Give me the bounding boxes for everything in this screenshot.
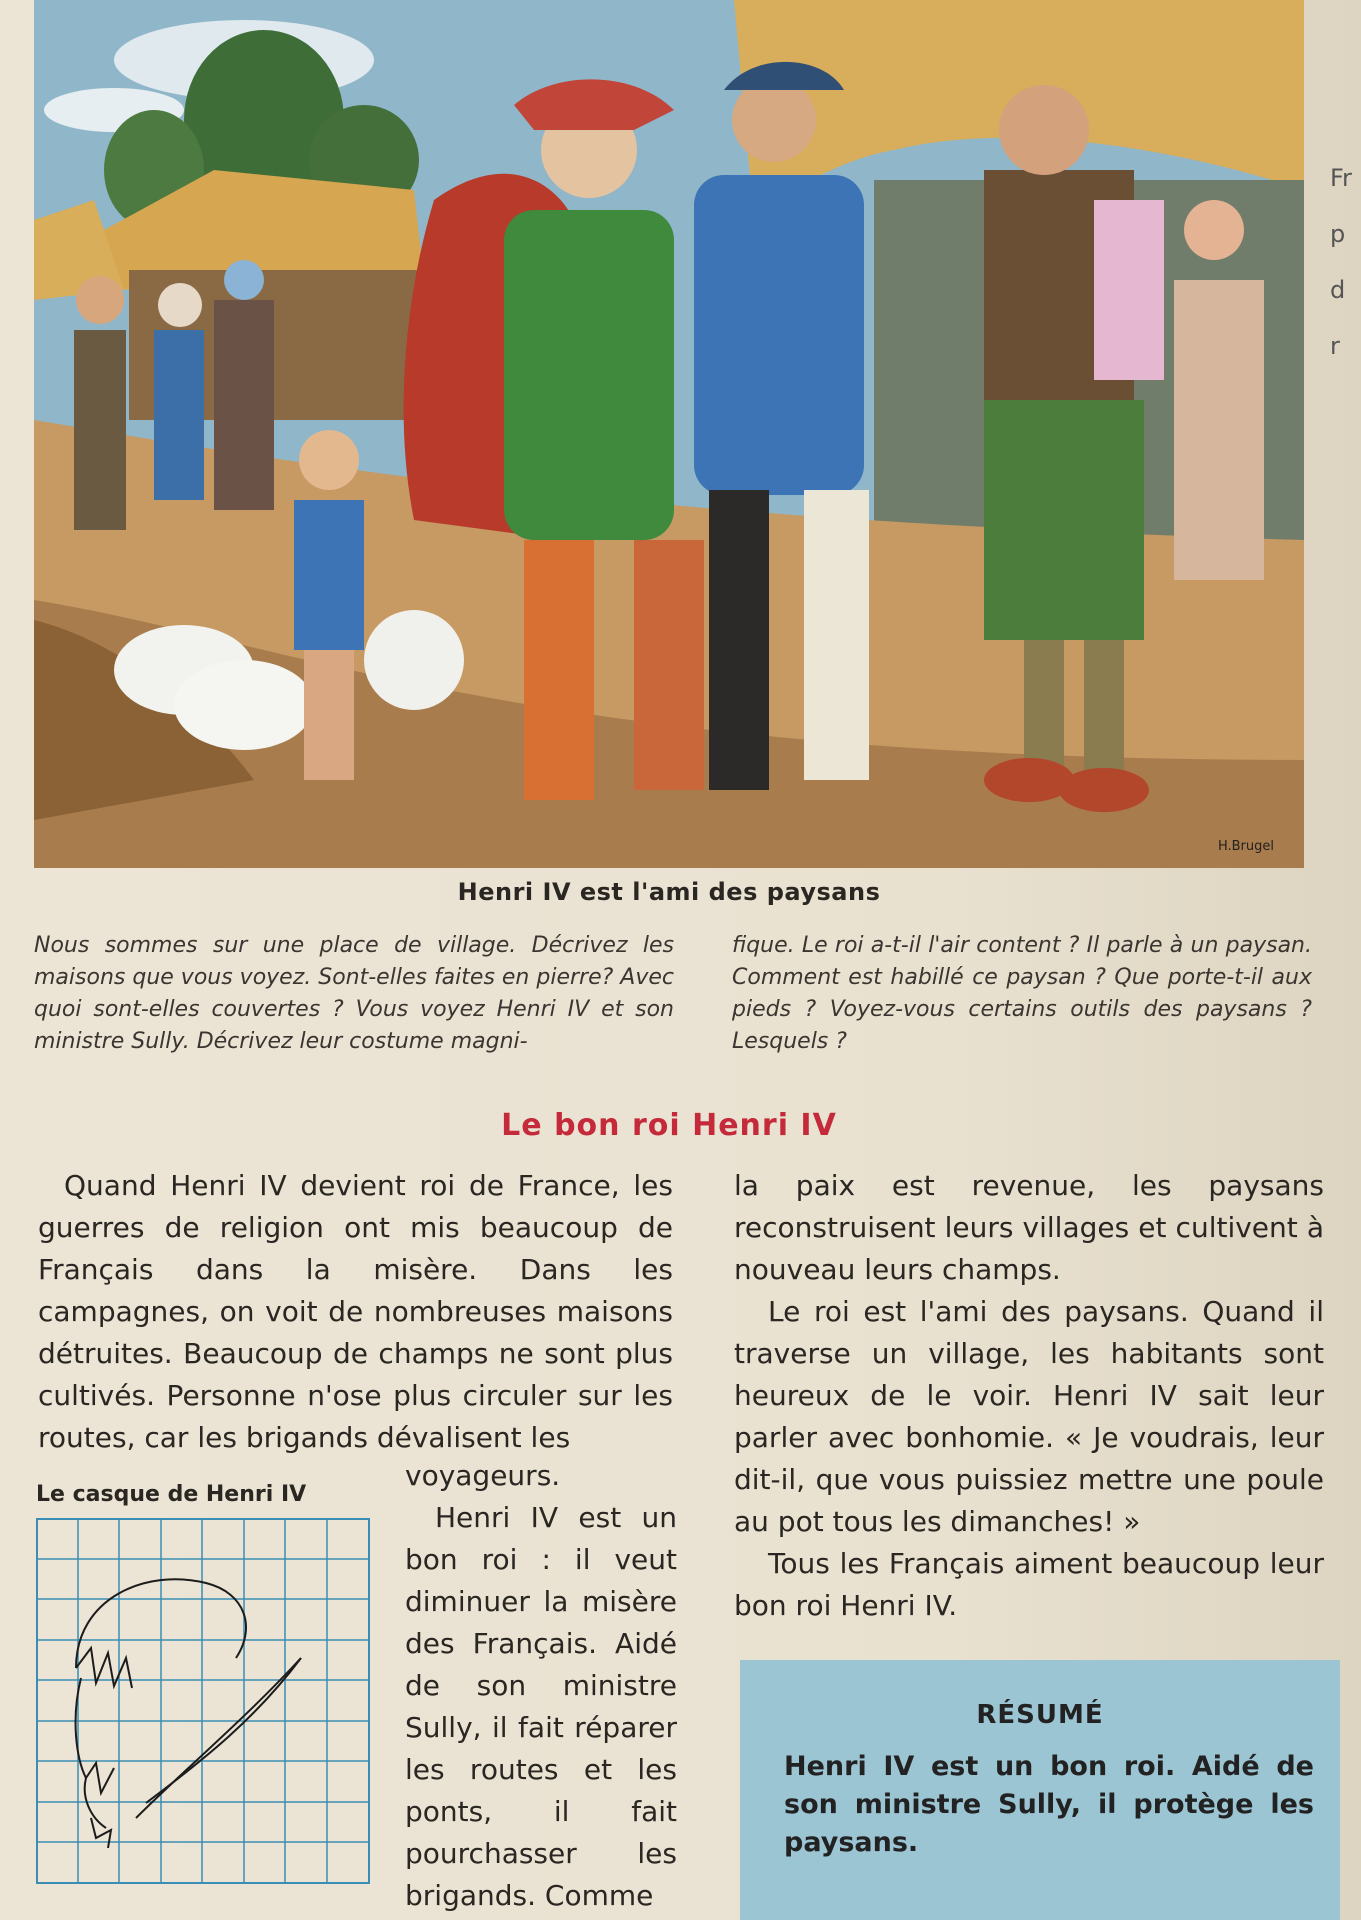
caption-questions-right: fique. Le roi a-t-il l'air content ? Il parle à un paysan. Comment est habillé ce paysan ? Que porte-t-il aux pieds ? Voyez-vous certains outils des paysans ? Lesquels ? <box>732 933 1312 1054</box>
edge-letter: Fr <box>1330 164 1352 192</box>
helmet-figure-label: Le casque de Henri IV <box>36 1482 307 1507</box>
lesson-paragraph-3: Le roi est l'ami des paysans. Quand il traverse un village, les habitants sont heureux de le voir. Henri IV sait leur parler avec bonhomie. « Je voudrais, leur dit-il, que vous puissiez mettre une poule au pot tous les dimanches! » <box>734 1295 1324 1538</box>
helmet-outline <box>76 1579 301 1848</box>
illustration-signature: H.Brugel <box>1217 839 1274 854</box>
lesson-column-2 <box>734 1165 1324 1627</box>
helmet-grid-svg <box>36 1518 370 1884</box>
lesson-paragraph-2: Henri IV est un bon roi : il veut diminuer la misère des Français. Aidé de son ministre Sully, il fait réparer les routes et les ponts, il fait pourchasser les brigands. Comme <box>405 1501 677 1912</box>
lesson-paragraph-2-continued: la paix est revenue, les paysans reconstruisent leurs villages et cultivent à nouveau leurs champs. <box>734 1169 1324 1286</box>
village-scene-illustration <box>34 0 1304 868</box>
helmet-grid-drawing <box>36 1518 370 1884</box>
grid-lines <box>37 1519 369 1883</box>
edge-letter: p <box>1330 220 1346 248</box>
illustration-caption-title: Henri IV est l'ami des paysans <box>457 878 881 906</box>
edge-letter: d <box>1330 276 1346 304</box>
lesson-paragraph-4: Tous les Français aiment beaucoup leur bon roi Henri IV. <box>734 1547 1324 1622</box>
resume-text: Henri IV est un bon roi. Aidé de son ministre Sully, il protège les paysans. <box>784 1751 1314 1858</box>
resume-box <box>740 1660 1340 1920</box>
resume-title: RÉSUMÉ <box>976 1700 1104 1730</box>
illustration-image <box>34 0 1304 868</box>
adjacent-page-edge <box>1330 150 1361 374</box>
lesson-paragraph-1: Quand Henri IV devient roi de France, les guerres de religion ont mis beaucoup de Français dans la misère. Dans les campagnes, on voit de nombreuses maisons détruites. Beaucoup de champs ne sont plus cultivés. Personne n'ose plus circuler sur les routes, car les brigands dévalisent les <box>38 1169 673 1454</box>
lesson-title: Le bon roi Henri IV <box>501 1108 837 1143</box>
lesson-column-1-continued <box>405 1455 677 1917</box>
caption-questions-left: Nous sommes sur une place de village. Décrivez les maisons que vous voyez. Sont-elles faites en pierre? Avec quoi sont-elles couvertes ? Vous voyez Henri IV et son ministre Sully. Décrivez leur costume magni- <box>34 933 674 1054</box>
lesson-paragraph-1-end: voyageurs. <box>405 1459 561 1492</box>
edge-letter: r <box>1330 332 1340 360</box>
